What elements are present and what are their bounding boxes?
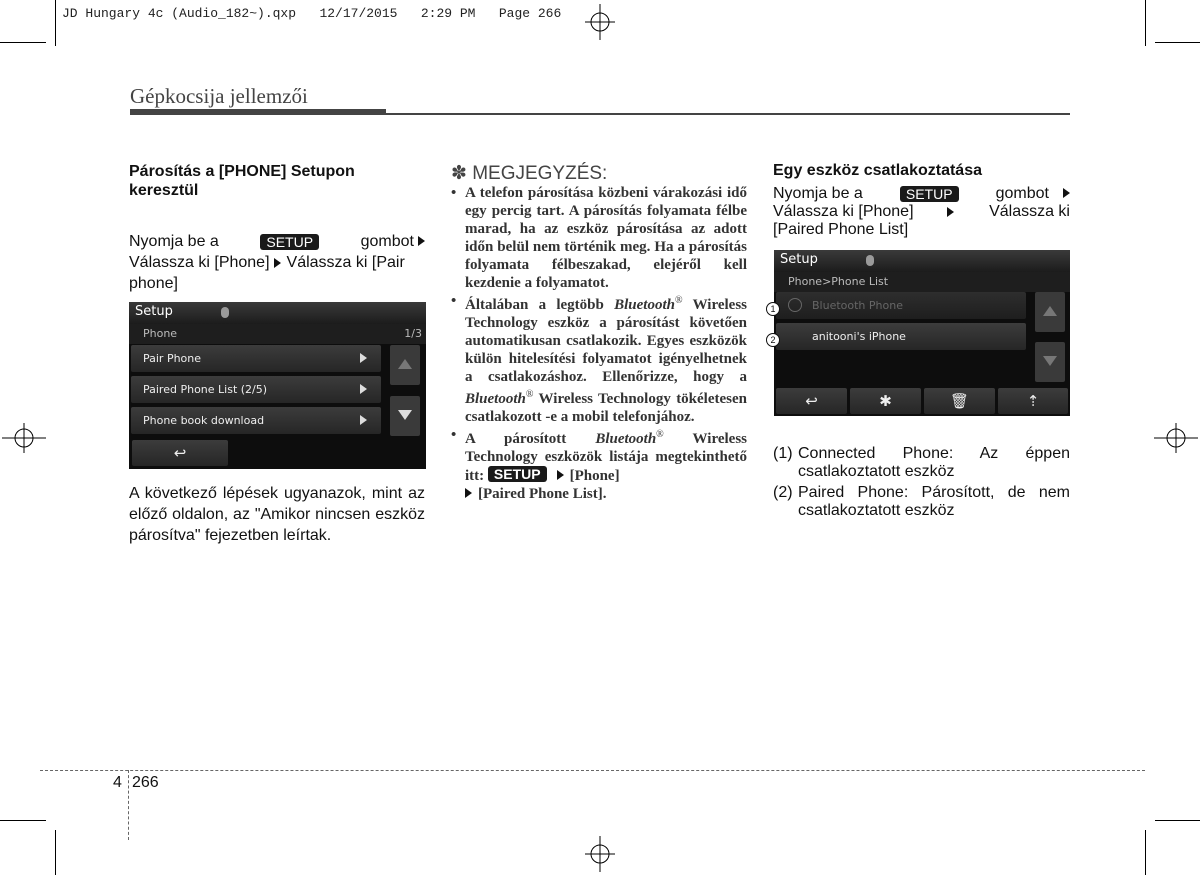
list-item-label: Bluetooth Phone <box>812 299 903 312</box>
legend-item: (2) Paired Phone: Párosított, de nem csatlakoztatott eszköz <box>773 484 1070 519</box>
add-device-button[interactable] <box>850 388 921 414</box>
crop-mark <box>0 820 46 821</box>
chapter-number: 4 <box>113 774 122 791</box>
screen-subtitle-bar <box>774 272 1070 292</box>
header-rule-thin <box>386 113 1070 115</box>
header-rule-thick <box>130 109 386 115</box>
screen-header <box>129 302 426 324</box>
instr-text: gombot <box>996 185 1070 203</box>
chevron-right-icon <box>360 415 367 425</box>
setup-screen <box>129 302 426 469</box>
note-text: A telefon párosítása közbeni várakozási idő egy percig tart. A párosítás folyamata félbe marad, ha az eszköz párosítása az adott időn belül nem történik meg. Ha a párosítás folyamata félbeszakad, elejéről kell kezdenie a folyamatot. <box>465 185 747 291</box>
scroll-down-button[interactable] <box>390 396 420 436</box>
delete-button[interactable] <box>924 388 995 414</box>
left-heading: Párosítás a [PHONE] Setupon keresztül <box>129 163 355 199</box>
scroll-up-button[interactable] <box>1035 292 1065 332</box>
instr-text: Válassza ki [Phone] <box>773 203 914 220</box>
instr-text: Nyomja be a <box>129 233 219 250</box>
back-icon: ↩ <box>173 444 187 462</box>
legend <box>773 445 1070 520</box>
footer-dashed-rule <box>40 770 1145 771</box>
screen-title: Setup <box>135 304 173 319</box>
menu-item-label: Paired Phone List (2/5) <box>143 383 268 396</box>
setup-button-badge: SETUP <box>488 466 547 482</box>
crop-mark <box>1155 820 1200 821</box>
legend-item: (1) Connected Phone: Az éppen csatlakoztatott eszköz <box>773 445 1070 480</box>
callout-2: 2 <box>766 333 780 347</box>
page-number: 266 <box>132 774 159 791</box>
instr-text: Válassza ki <box>989 203 1070 220</box>
bluetooth-icon <box>221 307 229 318</box>
note-text: Általában a legtöbb Bluetooth® Wireless Technology eszköz a párosítást követően automatikusan csatlakozik. Egyes eszközök külön hitelesítési folyamatot igényelhetnek a csatlakozáshoz. Ellenőrizze, hogy a Bluetooth® Wireless Technology tökéletesen csatlakozott -e a mobil telefonjához. <box>465 295 748 425</box>
arrow-down-icon <box>1043 356 1057 366</box>
menu-item-pair-phone[interactable] <box>131 345 381 372</box>
list-item-paired-phone[interactable] <box>776 323 1026 350</box>
note-item <box>451 426 747 503</box>
crop-mark <box>55 830 56 875</box>
left-instructions <box>129 231 425 294</box>
back-button[interactable] <box>776 388 847 414</box>
chevron-right-icon <box>360 353 367 363</box>
registration-target-icon <box>585 836 615 872</box>
bluetooth-add-icon: ✱ <box>879 392 892 410</box>
left-after-text: A következő lépések ugyanazok, mint az előző oldalon, az "Amikor nincsen eszköz párosítva" fejezetben leírtak. <box>129 485 425 544</box>
callout-1: 1 <box>766 302 780 316</box>
arrow-right-icon <box>557 470 564 480</box>
crop-mark <box>1155 42 1200 43</box>
note-item <box>451 292 747 426</box>
screen-title: Setup <box>780 252 818 267</box>
arrow-up-icon <box>398 359 412 369</box>
scroll-up-button[interactable] <box>390 345 420 385</box>
print-header-info: JD Hungary 4c (Audio_182~).qxp 12/17/2015 2:29 PM Page 266 <box>62 6 562 21</box>
crop-mark <box>0 42 46 43</box>
footer-dashed-vertical <box>128 770 129 840</box>
bullet: • <box>451 293 457 309</box>
back-button[interactable] <box>132 440 228 466</box>
registration-target-icon <box>1154 423 1198 453</box>
registration-target-icon <box>2 423 46 453</box>
arrow-right-icon <box>465 488 472 498</box>
note-heading: ✽ MEGJEGYZÉS: <box>451 163 608 184</box>
scroll-down-button[interactable] <box>1035 342 1065 382</box>
back-icon: ↩ <box>805 392 818 410</box>
note-text: A párosított Bluetooth® Wireless Technology eszközök listája megtekinthető itt: SETUP [Phone] [Paired Phone List]. <box>465 429 747 502</box>
list-item-connected-phone[interactable] <box>776 292 1026 319</box>
setup-button-badge: SETUP <box>900 186 959 202</box>
bluetooth-icon <box>866 255 874 266</box>
right-instructions <box>773 185 1070 239</box>
instr-text: Nyomja be a <box>773 185 863 202</box>
screen-header <box>774 250 1070 272</box>
right-heading: Egy eszköz csatlakoztatása <box>773 162 982 179</box>
instr-text: phone] <box>129 275 178 292</box>
play-icon <box>788 298 802 312</box>
note-body <box>451 184 747 503</box>
list-item-label: anitooni's iPhone <box>812 330 906 343</box>
bullet: • <box>451 185 457 201</box>
arrow-right-icon <box>947 207 954 217</box>
crop-mark <box>55 0 56 46</box>
priority-button[interactable] <box>998 388 1068 414</box>
arrow-down-icon <box>398 410 412 420</box>
instr-text: gombot <box>361 231 425 252</box>
screen-subtitle: Phone>Phone List <box>788 275 889 288</box>
instr-text: Válassza ki [Pair <box>286 254 405 271</box>
arrow-right-icon <box>418 236 425 246</box>
screen-subtitle-bar <box>129 324 426 344</box>
menu-item-label: Phone book download <box>143 414 265 427</box>
menu-item-phone-book-download[interactable] <box>131 407 381 434</box>
phone-list-screen <box>774 250 1070 416</box>
registration-target-icon <box>585 4 615 40</box>
chevron-right-icon <box>360 384 367 394</box>
bullet: • <box>451 427 457 443</box>
instr-text: [Paired Phone List] <box>773 221 909 238</box>
note-item <box>451 184 747 292</box>
running-head: Gépkocsija jellemzői <box>130 84 308 108</box>
page-indicator: 1/3 <box>404 327 422 340</box>
menu-item-paired-phone-list[interactable] <box>131 376 381 403</box>
move-top-icon: ⇡ <box>1026 392 1040 410</box>
arrow-right-icon <box>1063 188 1070 198</box>
instr-text: Válassza ki [Phone] <box>129 254 270 271</box>
menu-item-label: Pair Phone <box>143 352 202 365</box>
setup-button-badge: SETUP <box>260 234 319 250</box>
screen-subtitle: Phone <box>143 327 178 340</box>
crop-mark <box>1145 0 1146 46</box>
crop-mark <box>1145 830 1146 875</box>
arrow-up-icon <box>1043 306 1057 316</box>
trash-icon: 🗑 <box>949 392 970 410</box>
arrow-right-icon <box>274 258 281 268</box>
